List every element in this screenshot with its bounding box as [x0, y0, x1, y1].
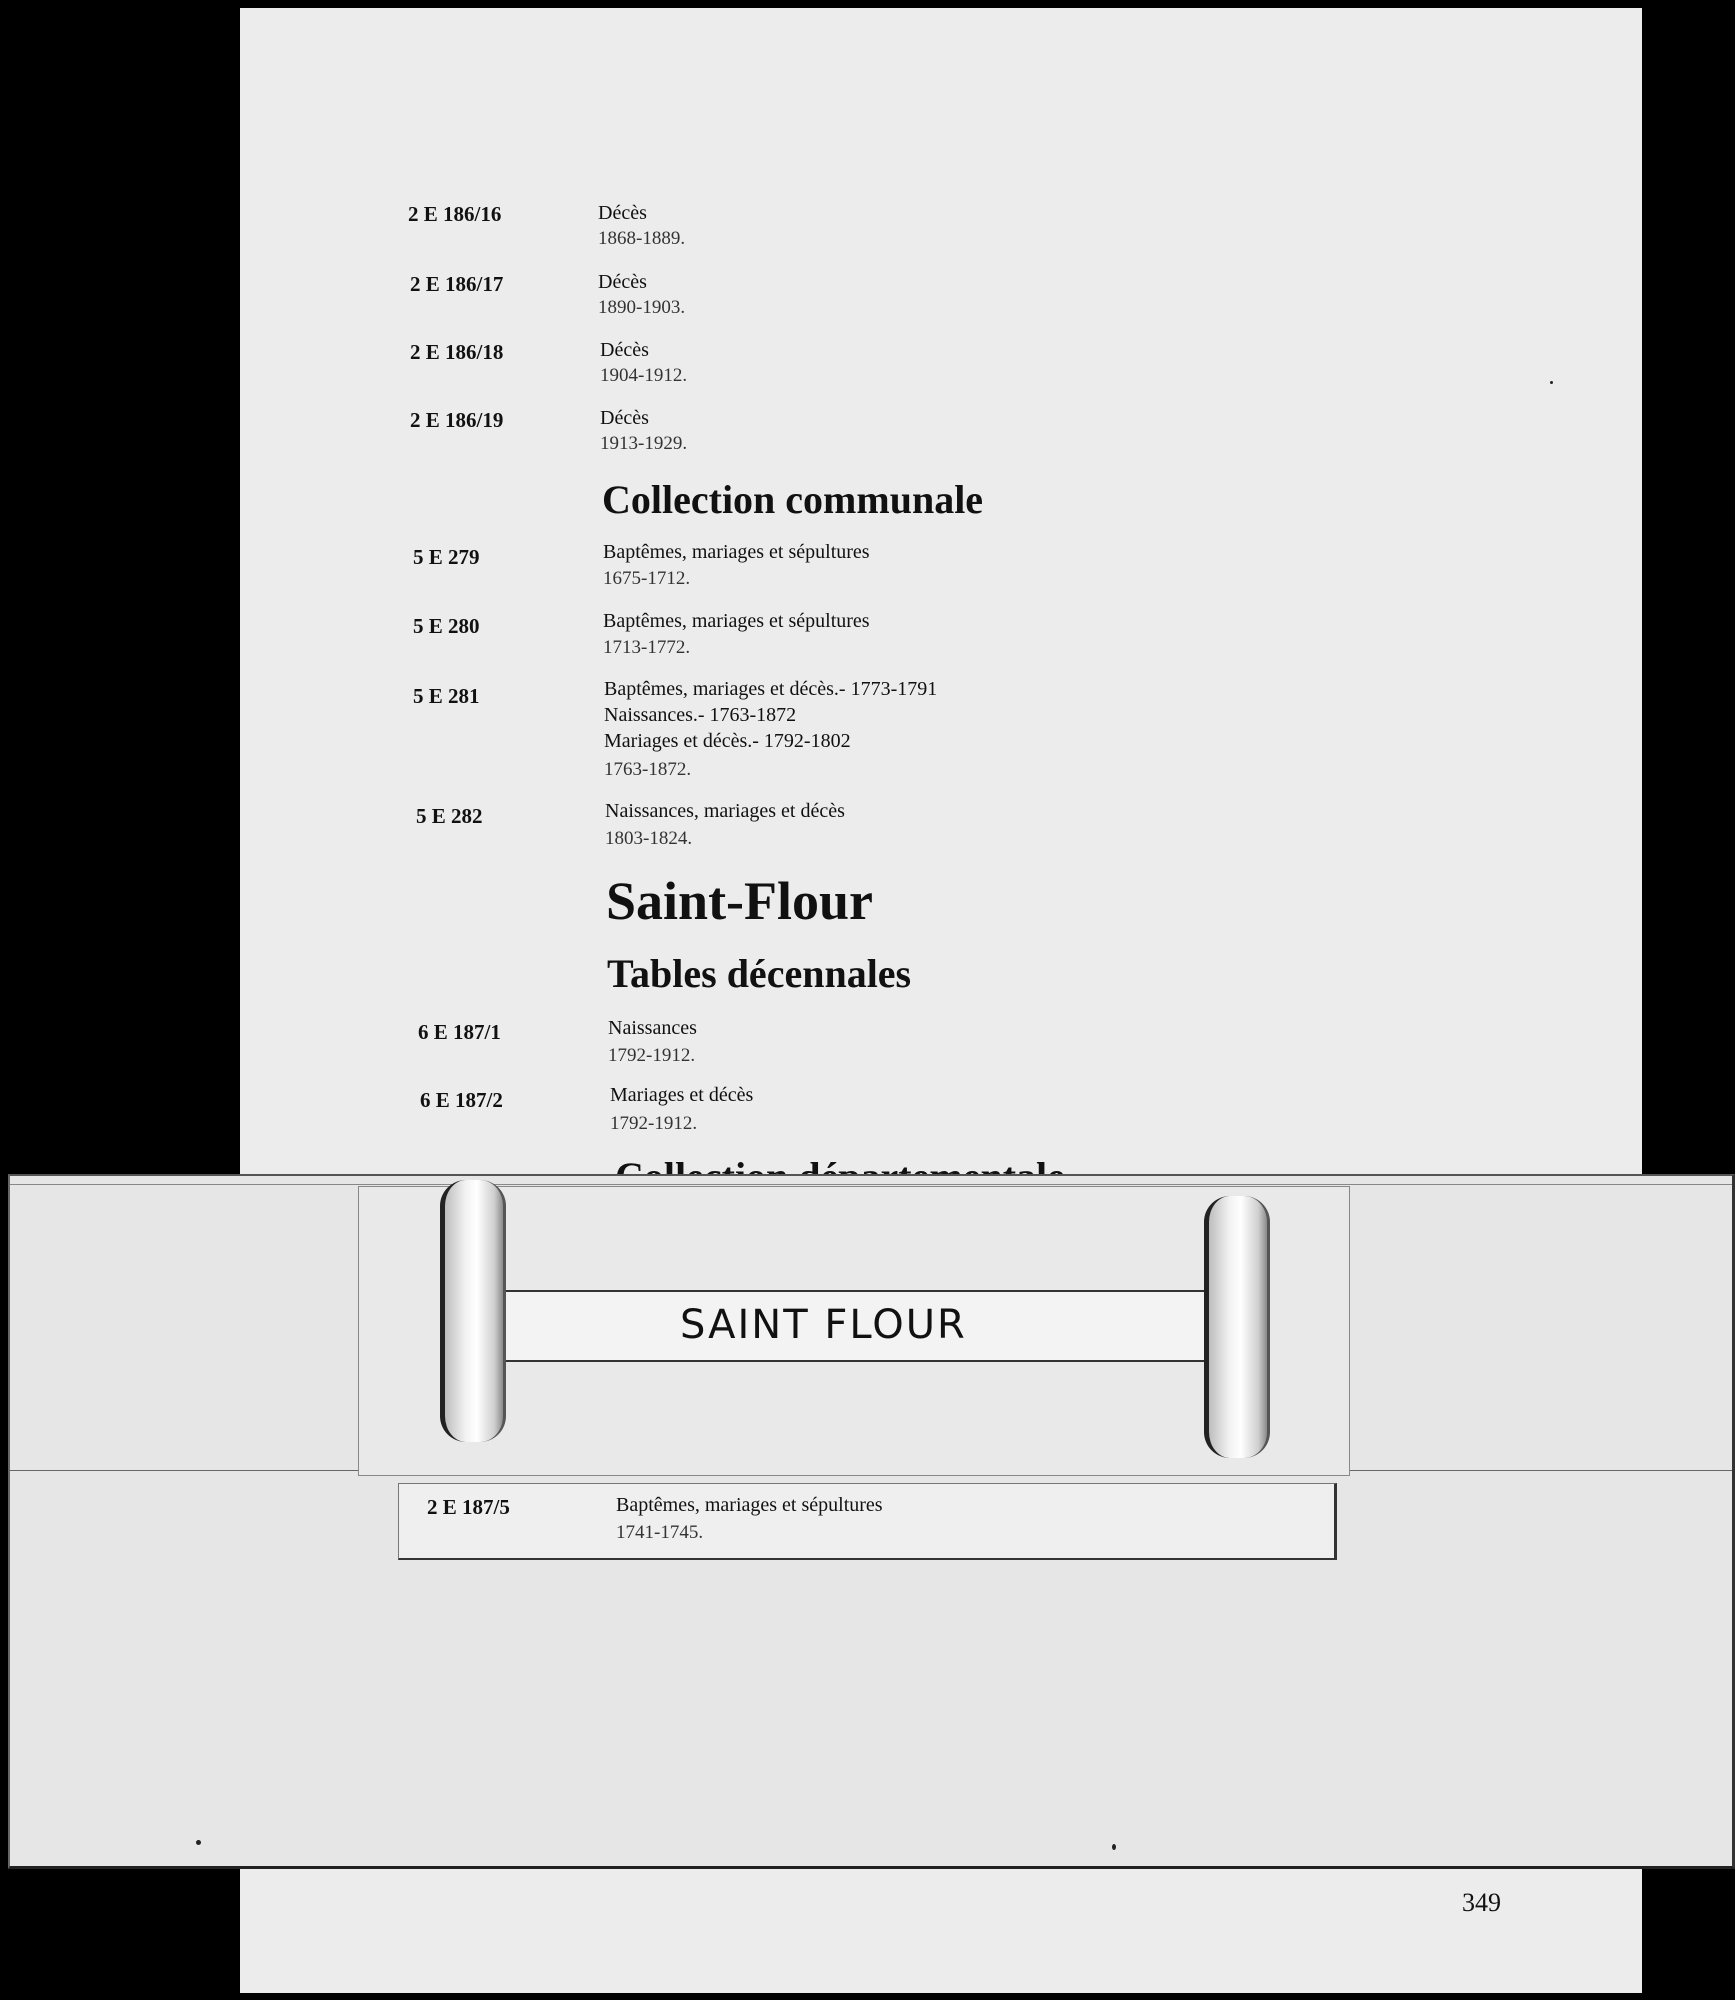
entry-dates: 1913-1929. — [600, 433, 688, 454]
paper-roll-right — [1204, 1196, 1270, 1458]
entry-cote: 2 E 186/18 — [410, 340, 504, 364]
entry-dates: 1792-1912. — [608, 1045, 696, 1066]
entry-title: Baptêmes, mariages et sépultures — [603, 541, 870, 563]
entry-dates: 1713-1772. — [603, 637, 691, 658]
entry-cote: 5 E 279 — [413, 545, 480, 569]
entry-dates: 1741-1745. — [616, 1522, 704, 1543]
entry-cote: 5 E 280 — [413, 614, 480, 638]
entry-title: Décès — [600, 339, 649, 361]
entry-title: Mariages et décès — [610, 1084, 754, 1106]
entry-line: Mariages et décès.- 1792-1802 — [604, 730, 851, 752]
entry-title: Baptêmes, mariages et sépultures — [616, 1494, 883, 1516]
entry-dates: 1763-1872. — [604, 759, 692, 780]
entry-dates: 1868-1889. — [598, 228, 686, 249]
heading-tables-decennales: Tables décennales — [607, 951, 912, 996]
entry-title: Décès — [600, 407, 649, 429]
heading-town: Saint-Flour — [606, 871, 874, 931]
speck — [1112, 1844, 1116, 1850]
entry-cote: 5 E 281 — [413, 684, 480, 708]
entry-cote: 2 E 186/19 — [410, 408, 504, 432]
speck — [196, 1840, 201, 1845]
entry-title: Décès — [598, 271, 647, 293]
heading-collection-communale: Collection communale — [602, 477, 984, 522]
entry-title: Naissances — [608, 1017, 697, 1039]
entry-dates: 1792-1912. — [610, 1113, 698, 1134]
entry-title: Naissances, mariages et décès — [605, 800, 845, 822]
folder-label: SAINT FLOUR — [680, 1302, 967, 1348]
speck — [1550, 381, 1553, 384]
entry-dates: 1803-1824. — [605, 828, 693, 849]
entry-line: Baptêmes, mariages et décès.- 1773-1791 — [604, 678, 938, 700]
entry-cote: 6 E 187/1 — [418, 1020, 501, 1044]
entry-cote: 2 E 186/17 — [410, 272, 504, 296]
entry-cote: 2 E 186/16 — [408, 202, 502, 226]
entry-title: Baptêmes, mariages et sépultures — [603, 610, 870, 632]
entry-cote: 5 E 282 — [416, 804, 483, 828]
entry-title: Décès — [598, 202, 647, 224]
heading-cut-off — [615, 1153, 1215, 1175]
entry-dates: 1675-1712. — [603, 568, 691, 589]
entry-cote: 2 E 187/5 — [427, 1495, 510, 1519]
band-crease — [10, 1184, 1732, 1185]
paper-roll-left — [440, 1180, 506, 1442]
entry-dates: 1904-1912. — [600, 365, 688, 386]
entry-dates: 1890-1903. — [598, 297, 686, 318]
entry-line: Naissances.- 1763-1872 — [604, 704, 797, 726]
page-number: 349 — [1462, 1888, 1501, 1917]
entry-cote: 6 E 187/2 — [420, 1088, 503, 1112]
